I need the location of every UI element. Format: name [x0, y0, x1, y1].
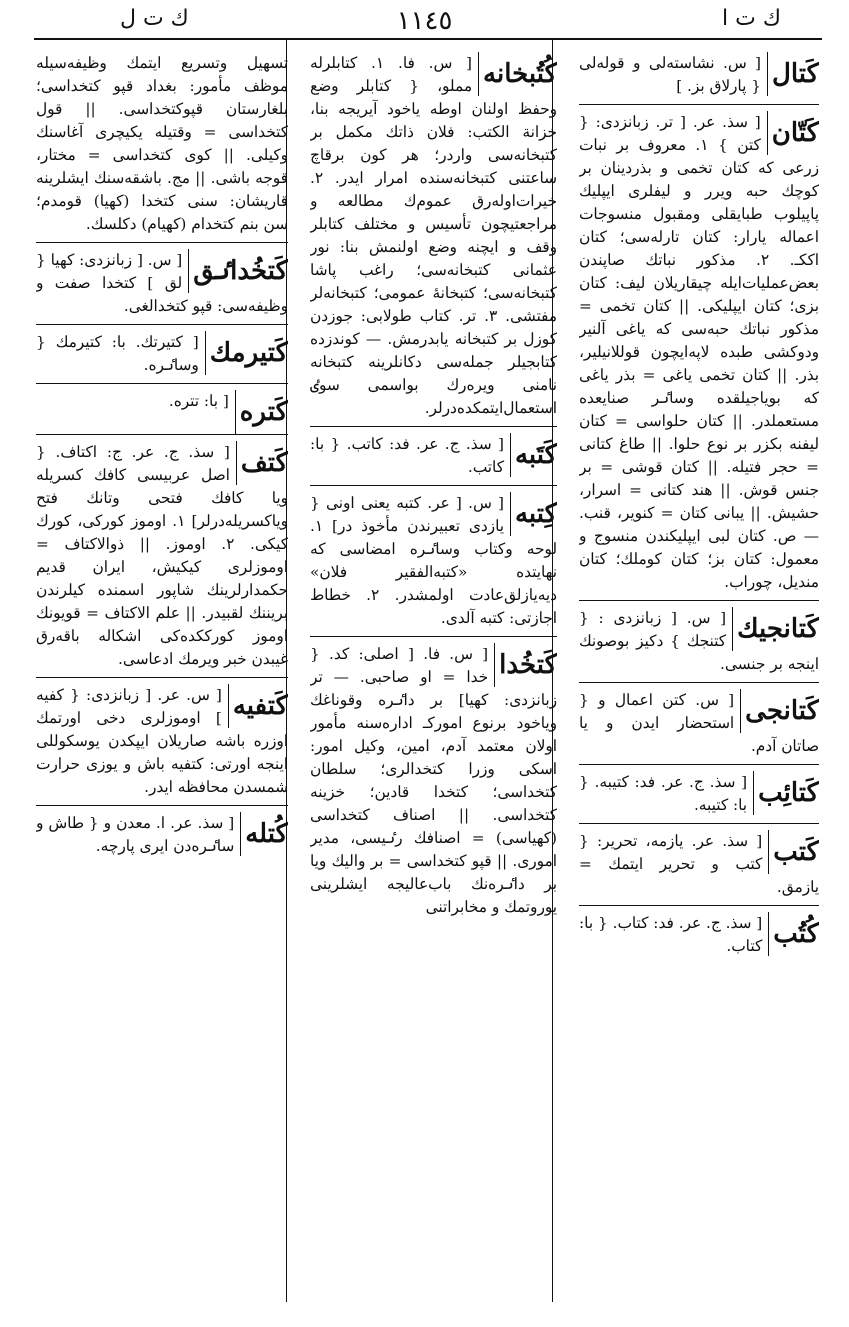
- definition: [ سذ. ج. عر. فد: كتيبه. { با: كتيبه.: [579, 773, 748, 814]
- definition: [ س. نشاسته‌لى و قوله‌لى { پارلاق بز. ]: [579, 54, 761, 95]
- headword: كَتف: [236, 441, 288, 485]
- headword: كَتال: [767, 52, 819, 96]
- headword: كَتّان: [767, 111, 819, 155]
- entry-divider: [579, 905, 819, 906]
- entry: [36, 390, 288, 427]
- entry-divider: [579, 764, 819, 765]
- headword: كَتَبه: [510, 433, 557, 477]
- definition: [ سذ. ج. عر. ج: اكتاف. { اصل عربيسى كافك كسريله ويا كافك فتحى وتانك فتح وياكسريله‌درلر] ١. اوموز كوركى، كورك كيكى. ٢. اوموز. || ذوالاكتاف = اوموزلرى كيكيش، ايران قديم حكمدارلرينك شاپور اسمنده كيلرندن بريننك لقبيدر. || علم الاكتاف = قويونك اوموز كورككده‌كى اشكاله باقه‌رق غيبدن خبر ويرمك ادعاسى.: [36, 443, 288, 668]
- headword: كَتخُدا: [494, 643, 557, 687]
- headword: كُتُبخانه: [478, 52, 557, 96]
- definition: [ س. فا. [ اصلى: كد. { خدا = او صاحبى. — تر زبانزدى: كهيا] بر داٸره وقوناغك وياخود برنوع اموركـ ادارەسنه مأمور اولان معتمد آدم، امين، وكيل امور: اسكى وزرا كتخدالرى؛ سلطان كتخداسى؛ كتخدا قادين؛ خزينه كتخداسى. || اصناف كتخداسى (كهياسى) = اصنافك رٸيسى، مدير امورى. || قپو كتخداسى = بر واليك ويا بر داٸره‌نك باب‌عاليجه ايشلرينى يوروتمك و مخابراتنى: [310, 645, 557, 916]
- headword: كُتُب: [768, 912, 819, 956]
- definition: [ س. عر. [ زبانزدى: { كفيه ] اوموزلرى دخى اورتمك اوزره باشه صاريلان ايپكدن يوسكوللى اينجه اورتى: كتفيه باش و يوزى حرارت شمسدن محافظه ايدر.: [36, 686, 288, 796]
- headword: كُتله: [240, 812, 288, 856]
- entry-divider: [36, 805, 288, 806]
- entry-divider: [36, 677, 288, 678]
- entry: [579, 830, 819, 899]
- definition: [ سذ. ج. عر. فد: كاتب. { با: كاتب.: [310, 435, 504, 476]
- definition: [ سذ. عر. [ تر. زبانزدى: { كتن } ١. معروف بر نبات زرعى كه كتان تخمى و بذردينان بر كوچك حبه ويرر و ليفلرى ايپليك پاپيلوب طبايقلى ومقبول منسوجات اعماله يارار: كتان تارلەسى؛ كتان اككـ. ٢. مذكور نباتك صاپندن بعض‌عمليات‌ايله چيقاريلان ليف: كتان بزى؛ كتان ايپليكى. || كتان تخمى = مذكور نباتك حبه‌سى كه ياغى آلنير ودوكشى طبده لاپه‌ايچون قوللانيلير، بذر. || كتان تخمى ياغى = بذر ياغى كه بوياجيلقده وساٸر صنايعده مستعملدر. || كتان حلواسى = كتان ليفنه بكزر بر نوع حلوا. || طاغ كتانى = حجر فتيله. || كتان قوشى = بر جنس قوش. || هند كتانى = اسرار، حشيش. || يبانى كتان = كنوير، قنب. — ص. كتان لبى ايپليكندن منسوج و معمول: كتان بز؛ كتان كوملك؛ كتان منديل، چوراب.: [579, 113, 819, 591]
- entry: [310, 433, 557, 479]
- entry-divider: [579, 104, 819, 105]
- headword: كَتانجيك: [732, 607, 819, 651]
- headword: كَتفيه: [228, 684, 288, 728]
- entry-divider: [310, 636, 557, 637]
- entry: [579, 607, 819, 676]
- definition: [ س. [ زبانزدى: كهيا { لق ] كتخدا صفت و وظيفه‌سى: قپو كتخدالغى.: [36, 251, 288, 315]
- header-rule: [34, 38, 822, 40]
- entry-divider: [36, 324, 288, 325]
- column-middle: [310, 52, 557, 1312]
- page-header: [0, 6, 849, 36]
- entry-divider: [36, 242, 288, 243]
- entry-divider: [36, 434, 288, 435]
- entry: [579, 771, 819, 817]
- definition: [ س. كتن اعمال و { استحضار ايدن و يا صاتان آدم.: [579, 691, 819, 755]
- entry: [36, 249, 288, 318]
- definition: [ س. فا. ١. كتابلرله مملو، { كتابلر وضع وحفظ اولنان اوطه ياخود آيريجه بنا، خزانة الكتب: فلان ذاتك مكمل بر كتبخانه‌سى واردر؛ هر كون برقاچ ساعتنى كتبخانه‌سنده امرار ايدر. ٢. خيرات‌اوله‌رق عموم‌ك مطالعه و مراجعتيچون تأسيس و مختلف كتابلر وقف و ايچنه وضع اولنمش بنا: نور عثمانى كتبخانه‌سى؛ راغب پاشا كتبخانه‌سى؛ كتبخانهٔ عمومى؛ كتبخانه‌لر مفتشى. ٣. تر. كتاب طولابى: جوزدن كوزل بر كتبخانه يابدرمش. — كوندزده كتابجيلر جمله‌سى دكانلرينه كتبخانه نامنى ويره‌رك بوا‌سمى سوٸ استعمال‌ايتمكده‌درلر.: [310, 54, 557, 417]
- entry-divider: [579, 600, 819, 601]
- headword: كَتانجى: [740, 689, 819, 733]
- headword: كَتره: [235, 390, 288, 434]
- entry: [579, 689, 819, 758]
- entry-continuation: [36, 52, 288, 236]
- entry: [36, 331, 288, 377]
- entry: [579, 111, 819, 594]
- column-right: [579, 52, 819, 1312]
- entry: [36, 812, 288, 858]
- definition: [ با: تتره.: [168, 392, 229, 410]
- definition: تسهيل وتسريع ايتمك وظيفه‌سيله موظف مأمور: بغداد قپو كتخداسى؛ بلغارستان قپوكتخداسى. || قول كتخداسى = وقتيله يكيچرى آغاسنك وكيلى. || كوى كتخداسى = مختار، قوجه باشى. || مج. باشقه‌سنك ايشلرينه قاريشان: سنى كتخدا (كهيا) قومدم؛ سن بنم كتخدام (كهيام) دكلسك.: [36, 54, 288, 233]
- entry: [36, 684, 288, 799]
- entry-divider: [579, 682, 819, 683]
- entry-divider: [579, 823, 819, 824]
- definition: [ كتيرتك. با: كتيرمك { وساٸره.: [36, 333, 199, 374]
- definition: [ سذ. عر. ا. معدن و { طاش و ساٸره‌دن ايرى پارچه.: [36, 814, 235, 855]
- column-left: [36, 52, 288, 1312]
- headword: كَتائِب: [753, 771, 819, 815]
- entry: [36, 441, 288, 671]
- entry-divider: [310, 485, 557, 486]
- definition: [ س. [ عر. كتبه يعنى اونى { يازدى تعبيرندن مأخوذ در] ١. لوحه وكتاب وساٸره امضاسى كه نهايتده «كتبه‌الفقير فلان» ديه‌يازلق‌عادت اولمشدر. ٢. خطاط اجازتى: كتبه آلدى.: [310, 494, 557, 627]
- headword: كَتخُداٸق: [188, 249, 288, 293]
- definition: [ س. [ زبانزدى : { كتنجك } دكيز بوصونك اينجه بر جنسى.: [579, 609, 819, 673]
- entry: [310, 643, 557, 919]
- definition: [ سذ. عر. يازمه، تحرير: { كتب و تحرير ايتمك = يازمق.: [579, 832, 819, 896]
- header-letters-left: ك ت ل: [120, 6, 189, 31]
- page-number: ١١٤٥: [396, 6, 453, 36]
- definition: [ سذ. ج. عر. فد: كتاب. { با: كتاب.: [579, 914, 763, 955]
- entry: [579, 52, 819, 98]
- entry: [579, 912, 819, 958]
- headword: كِتبه: [510, 492, 557, 536]
- entry-divider: [310, 426, 557, 427]
- entry: [310, 492, 557, 630]
- headword: كَتيرمك: [205, 331, 288, 375]
- headword: كَتب: [768, 830, 819, 874]
- header-letters-right: ك ت ا: [722, 6, 781, 31]
- entry: [310, 52, 557, 420]
- entry-divider: [36, 383, 288, 384]
